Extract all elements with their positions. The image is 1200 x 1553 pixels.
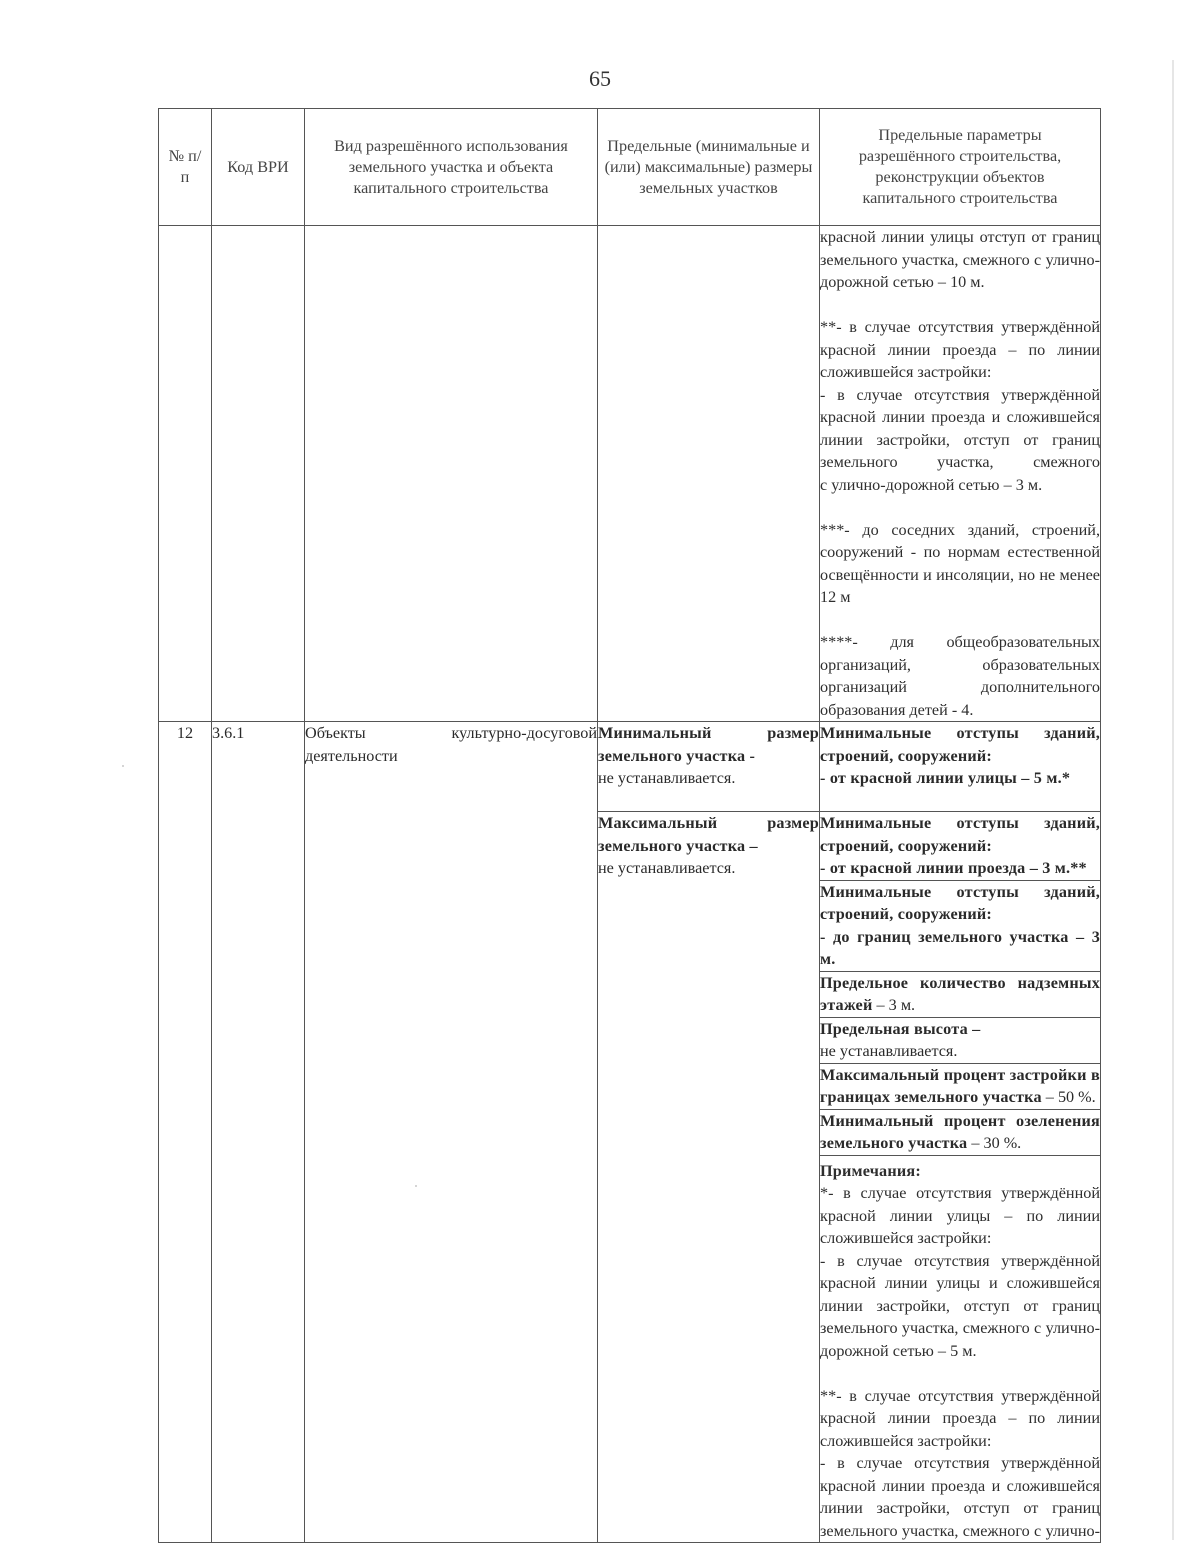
text-line: красной линии проезда и сложившейся bbox=[820, 1476, 1100, 1495]
regulations-table bbox=[158, 108, 1101, 1543]
text-line: дорожной сетью – 10 м. bbox=[820, 273, 985, 291]
param-value: - от красной линии проезда – 3 м.** bbox=[820, 859, 1087, 877]
max-size-title: Максимальный размер земельного участка – bbox=[598, 814, 819, 855]
param-title: Предельное количество надземных этажей bbox=[820, 973, 1100, 1014]
text-line: земельного участка, смежного с улично- bbox=[820, 1521, 1100, 1540]
text-line: 12 м bbox=[820, 588, 851, 606]
cell-empty bbox=[159, 226, 212, 722]
param-floors bbox=[820, 971, 1101, 1017]
row-number: 12 bbox=[159, 722, 212, 1543]
scan-edge-line bbox=[1172, 60, 1174, 1540]
text-line: красной линии улицы и сложившейся bbox=[820, 1274, 1100, 1292]
param-title: Минимальный процент озеленения земельного участка bbox=[820, 1111, 1100, 1152]
text-line: **- в случае отсутствия утверждённой bbox=[820, 318, 1100, 336]
param-offset-boundary bbox=[820, 880, 1101, 971]
max-size-cell bbox=[598, 812, 820, 1543]
param-title: Максимальный процент застройки в границах земельного участка bbox=[820, 1065, 1100, 1106]
text-line: красной линии проезда – по линии bbox=[820, 340, 1100, 359]
cell-empty bbox=[212, 226, 305, 722]
min-size-title: Минимальный размер земельного участка - bbox=[598, 724, 819, 765]
table-header-row bbox=[159, 109, 1101, 226]
param-offset-passage bbox=[820, 812, 1101, 881]
text-line: - в случае отсутствия утверждённой bbox=[820, 385, 1100, 404]
text-line: линии застройки, отступ от границ bbox=[820, 430, 1100, 449]
vri-name: Объекты культурно-досуговой деятельности bbox=[305, 722, 598, 1543]
notes-title: Примечания: bbox=[820, 1161, 921, 1180]
max-size-value: не устанавливается. bbox=[598, 859, 736, 877]
text-line: земельного участка, смежного bbox=[820, 453, 1100, 471]
header-vri: Вид разрешённого использования земельного участка и объекта капитального строительства bbox=[305, 109, 598, 226]
header-params: Предельные параметры разрешённого строительства, реконструкции объектов капитального строительства bbox=[820, 109, 1101, 226]
cell-empty bbox=[598, 226, 820, 722]
param-value: - от красной линии улицы – 5 м.* bbox=[820, 769, 1071, 787]
text-line: *- в случае отсутствия утверждённой bbox=[820, 1184, 1100, 1202]
param-height bbox=[820, 1017, 1101, 1063]
param-value: – 3 м. bbox=[872, 996, 916, 1014]
text-line: **- в случае отсутствия утверждённой bbox=[820, 1386, 1100, 1405]
table-row-continuation bbox=[159, 226, 1101, 722]
text-line: дорожной сетью – 5 м. bbox=[820, 1341, 977, 1360]
text-line: - в случае отсутствия утверждённой bbox=[820, 1251, 1100, 1270]
header-code: Код ВРИ bbox=[212, 109, 305, 226]
text-line: организаций дополнительного bbox=[820, 678, 1100, 696]
text-line: освещённости и инсоляции, но не менее bbox=[820, 565, 1100, 584]
param-title: Минимальные отступы зданий, строений, сооружений: bbox=[820, 724, 1100, 765]
param-offset-street bbox=[820, 722, 1101, 812]
param-value: – 30 %. bbox=[967, 1134, 1022, 1152]
text-line: линии застройки, отступ от границ bbox=[820, 1499, 1100, 1517]
header-size: Предельные (минимальные и (или) максимальные) размеры земельных участков bbox=[598, 109, 820, 226]
text-line: линии застройки, отступ от границ bbox=[820, 1296, 1100, 1315]
text-line: красной линии проезда – по линии bbox=[820, 1409, 1100, 1427]
param-value: - до границ земельного участка – 3 м. bbox=[820, 927, 1100, 968]
vri-code: 3.6.1 bbox=[212, 722, 305, 1543]
text-line: - в случае отсутствия утверждённой bbox=[820, 1454, 1100, 1472]
text-line: сложившейся застройки: bbox=[820, 363, 992, 381]
text-line: земельного участка, смежного с улично- bbox=[820, 250, 1100, 269]
text-line: ****- для общеобразовательных bbox=[820, 633, 1100, 651]
param-min-greenery bbox=[820, 1109, 1101, 1155]
text-line: земельного участка, смежного с улично- bbox=[820, 1319, 1100, 1337]
text-line: сложившейся застройки: bbox=[820, 1431, 992, 1450]
min-size-value: не устанавливается. bbox=[598, 769, 736, 787]
text-line: сложившейся застройки: bbox=[820, 1229, 992, 1247]
text-line: организаций, образовательных bbox=[820, 655, 1100, 674]
min-size-cell bbox=[598, 722, 820, 812]
param-value: не устанавливается. bbox=[820, 1042, 958, 1060]
text-line: ***- до соседних зданий, строений, bbox=[820, 520, 1100, 539]
text-line: с улично-дорожной сетью – 3 м. bbox=[820, 475, 1043, 494]
notes-cell bbox=[820, 1155, 1101, 1543]
param-title: Минимальные отступы зданий, строений, сооружений: bbox=[820, 882, 1100, 923]
text-line: красной линии улицы – по линии bbox=[820, 1206, 1100, 1225]
param-max-coverage bbox=[820, 1063, 1101, 1109]
param-value: – 50 %. bbox=[1041, 1088, 1096, 1106]
param-title: Минимальные отступы зданий, строений, сооружений: bbox=[820, 814, 1100, 855]
page-number: 65 bbox=[589, 66, 611, 91]
text-line: образования детей - 4. bbox=[820, 700, 974, 719]
text-line: красной линии проезда и сложившейся bbox=[820, 408, 1100, 426]
param-title: Предельная высота – bbox=[820, 1019, 981, 1038]
header-no: № п/п bbox=[159, 109, 212, 226]
table-row-12 bbox=[159, 722, 1101, 812]
continuation-notes bbox=[820, 226, 1101, 722]
text-line: сооружений - по нормам естественной bbox=[820, 543, 1100, 561]
text-line: красной линии улицы отступ от границ bbox=[820, 228, 1100, 246]
scan-speck bbox=[122, 765, 124, 767]
cell-empty bbox=[305, 226, 598, 722]
